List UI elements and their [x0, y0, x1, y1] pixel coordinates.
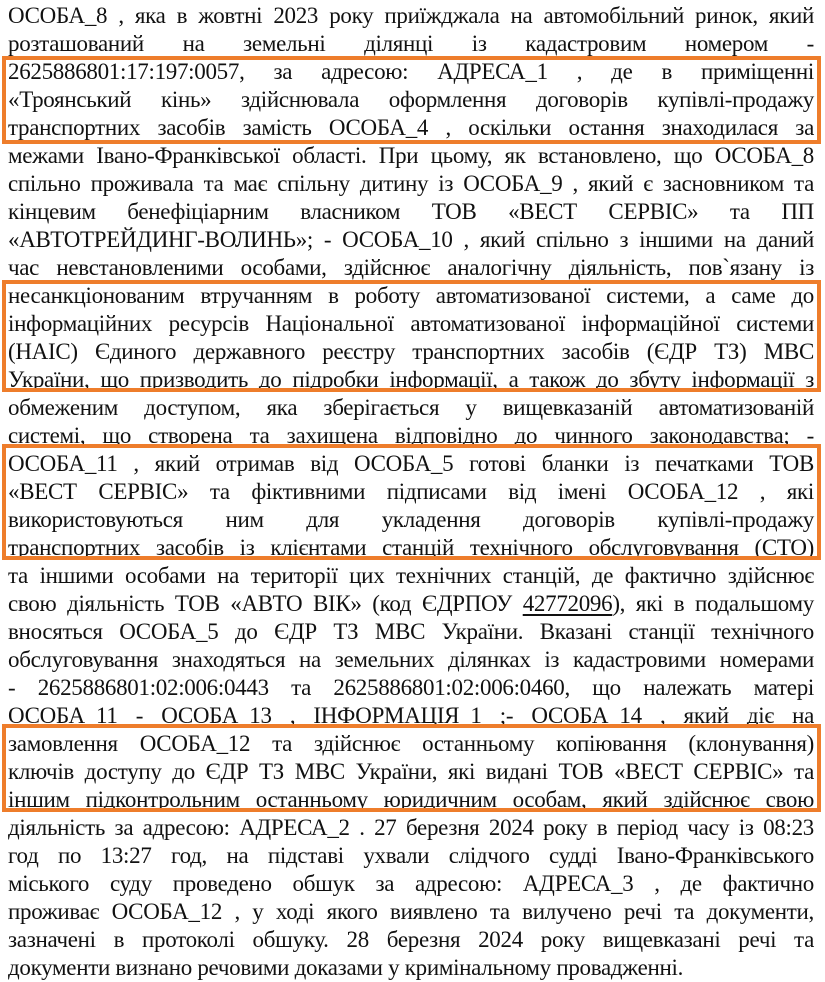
text-line: іншим підконтрольним останньому юридичним особам, який здійснює свою	[8, 787, 814, 812]
text-line: межами Івано-Франківської області. При цьому, як встановлено, що ОСОБА_8	[8, 143, 814, 168]
text-line: «АВТОТРЕЙДИНГ-ВОЛИНЬ»; - ОСОБА_10 , який спільно з іншими на даний	[8, 227, 814, 252]
text-line: обслуговування знаходяться на земельних ділянках із кадастровими номерами	[8, 647, 814, 672]
text-line: України, що призводить до підробки інформації, а також до збуту інформації з	[8, 367, 814, 392]
text-line: ключів доступу до ЄДР ТЗ МВС України, які видані ТОВ «ВЕСТ СЕРВІС» та	[8, 759, 814, 784]
text-line: використовуються ним для укладення договорів купівлі-продажу	[8, 507, 814, 532]
text-line: замовлення ОСОБА_12 та здійснює останньому копіювання (клонування)	[8, 731, 814, 756]
text-line: 2625886801:17:197:0057, за адресою: АДРЕСА_1 , де в приміщенні	[8, 59, 814, 84]
text-line: зазначені в протоколі обшуку. 28 березня 2024 року вищевказані речі та	[8, 927, 814, 952]
text-line: діяльність за адресою: АДРЕСА_2 . 27 березня 2024 року в період часу із 08:23	[8, 815, 814, 840]
text-line: розташований на земельні ділянці із кадастровим номером -	[8, 31, 814, 56]
text-segment: ), які в подальшому	[612, 591, 815, 616]
edrpou-code: 42772096	[522, 591, 613, 616]
text-line: несанкціонованим втручанням в роботу автоматизованої системи, а саме до	[8, 283, 814, 308]
text-line: год по 13:27 год, на підставі ухвали слідчого судді Івано-Франківського	[8, 843, 814, 868]
text-line: «Троянський кінь» здійснювала оформлення договорів купівлі-продажу	[8, 87, 814, 112]
text-line: транспортних засобів із клієнтами станцій технічного обслуговування (СТО)	[8, 535, 814, 560]
text-line: спільно проживала та має спільну дитину із ОСОБА_9 , який є засновником та	[8, 171, 814, 196]
text-line: проживає ОСОБА_12 , у ході якого виявлено та вилучено речі та документи,	[8, 899, 814, 924]
text-line: ОСОБА_11 - ОСОБА_13 , ІНФОРМАЦІЯ_1 ;- ОСОБА_14 , який діє на	[8, 703, 814, 728]
text-line: (НАІС) Єдиного державного реєстру транспортних засобів (ЄДР ТЗ) МВС	[8, 339, 814, 364]
text-line: «ВЕСТ СЕРВІС» та фіктивними підписами від імені ОСОБА_12 , які	[8, 479, 814, 504]
text-line: - 2625886801:02:006:0443 та 2625886801:02:006:0460, що належать матері	[8, 675, 814, 700]
text-line: кінцевим бенефіціарним власником ТОВ «ВЕСТ СЕРВІС» та ПП	[8, 199, 814, 224]
text-line: ОСОБА_8 , яка в жовтні 2023 року приїжджала на автомобільний ринок, який	[8, 3, 814, 28]
text-line: системі, що створена та захищена відповідно до чинного законодавства; -	[8, 423, 814, 448]
text-line: та іншими особами на території цих технічних станцій, де фактично здійснює	[8, 563, 814, 588]
text-line: міського суду проведено обшук за адресою: АДРЕСА_3 , де фактично	[8, 871, 814, 896]
text-line: ОСОБА_11 , який отримав від ОСОБА_5 готові бланки із печатками ТОВ	[8, 451, 814, 476]
text-line: вносяться ОСОБА_5 до ЄДР ТЗ МВС України. Вказані станції технічного	[8, 619, 814, 644]
text-line: документи визнано речовими доказами у кримінальному провадженні.	[8, 955, 684, 980]
text-segment: свою діяльність ТОВ «АВТО ВІК» (код ЄДРПОУ	[8, 591, 523, 616]
text-line: інформаційних ресурсів Національної автоматизованої інформаційної системи	[8, 311, 814, 336]
text-line: транспортних засобів замість ОСОБА_4 , оскільки остання знаходилася за	[8, 115, 814, 140]
text-line: час невстановленими особами, здійснює аналогічну діяльність, пов`язану із	[8, 255, 814, 280]
text-line	[8, 590, 814, 618]
text-line: обмеженим доступом, яка зберігається у вищевказаній автоматизованій	[8, 395, 814, 420]
